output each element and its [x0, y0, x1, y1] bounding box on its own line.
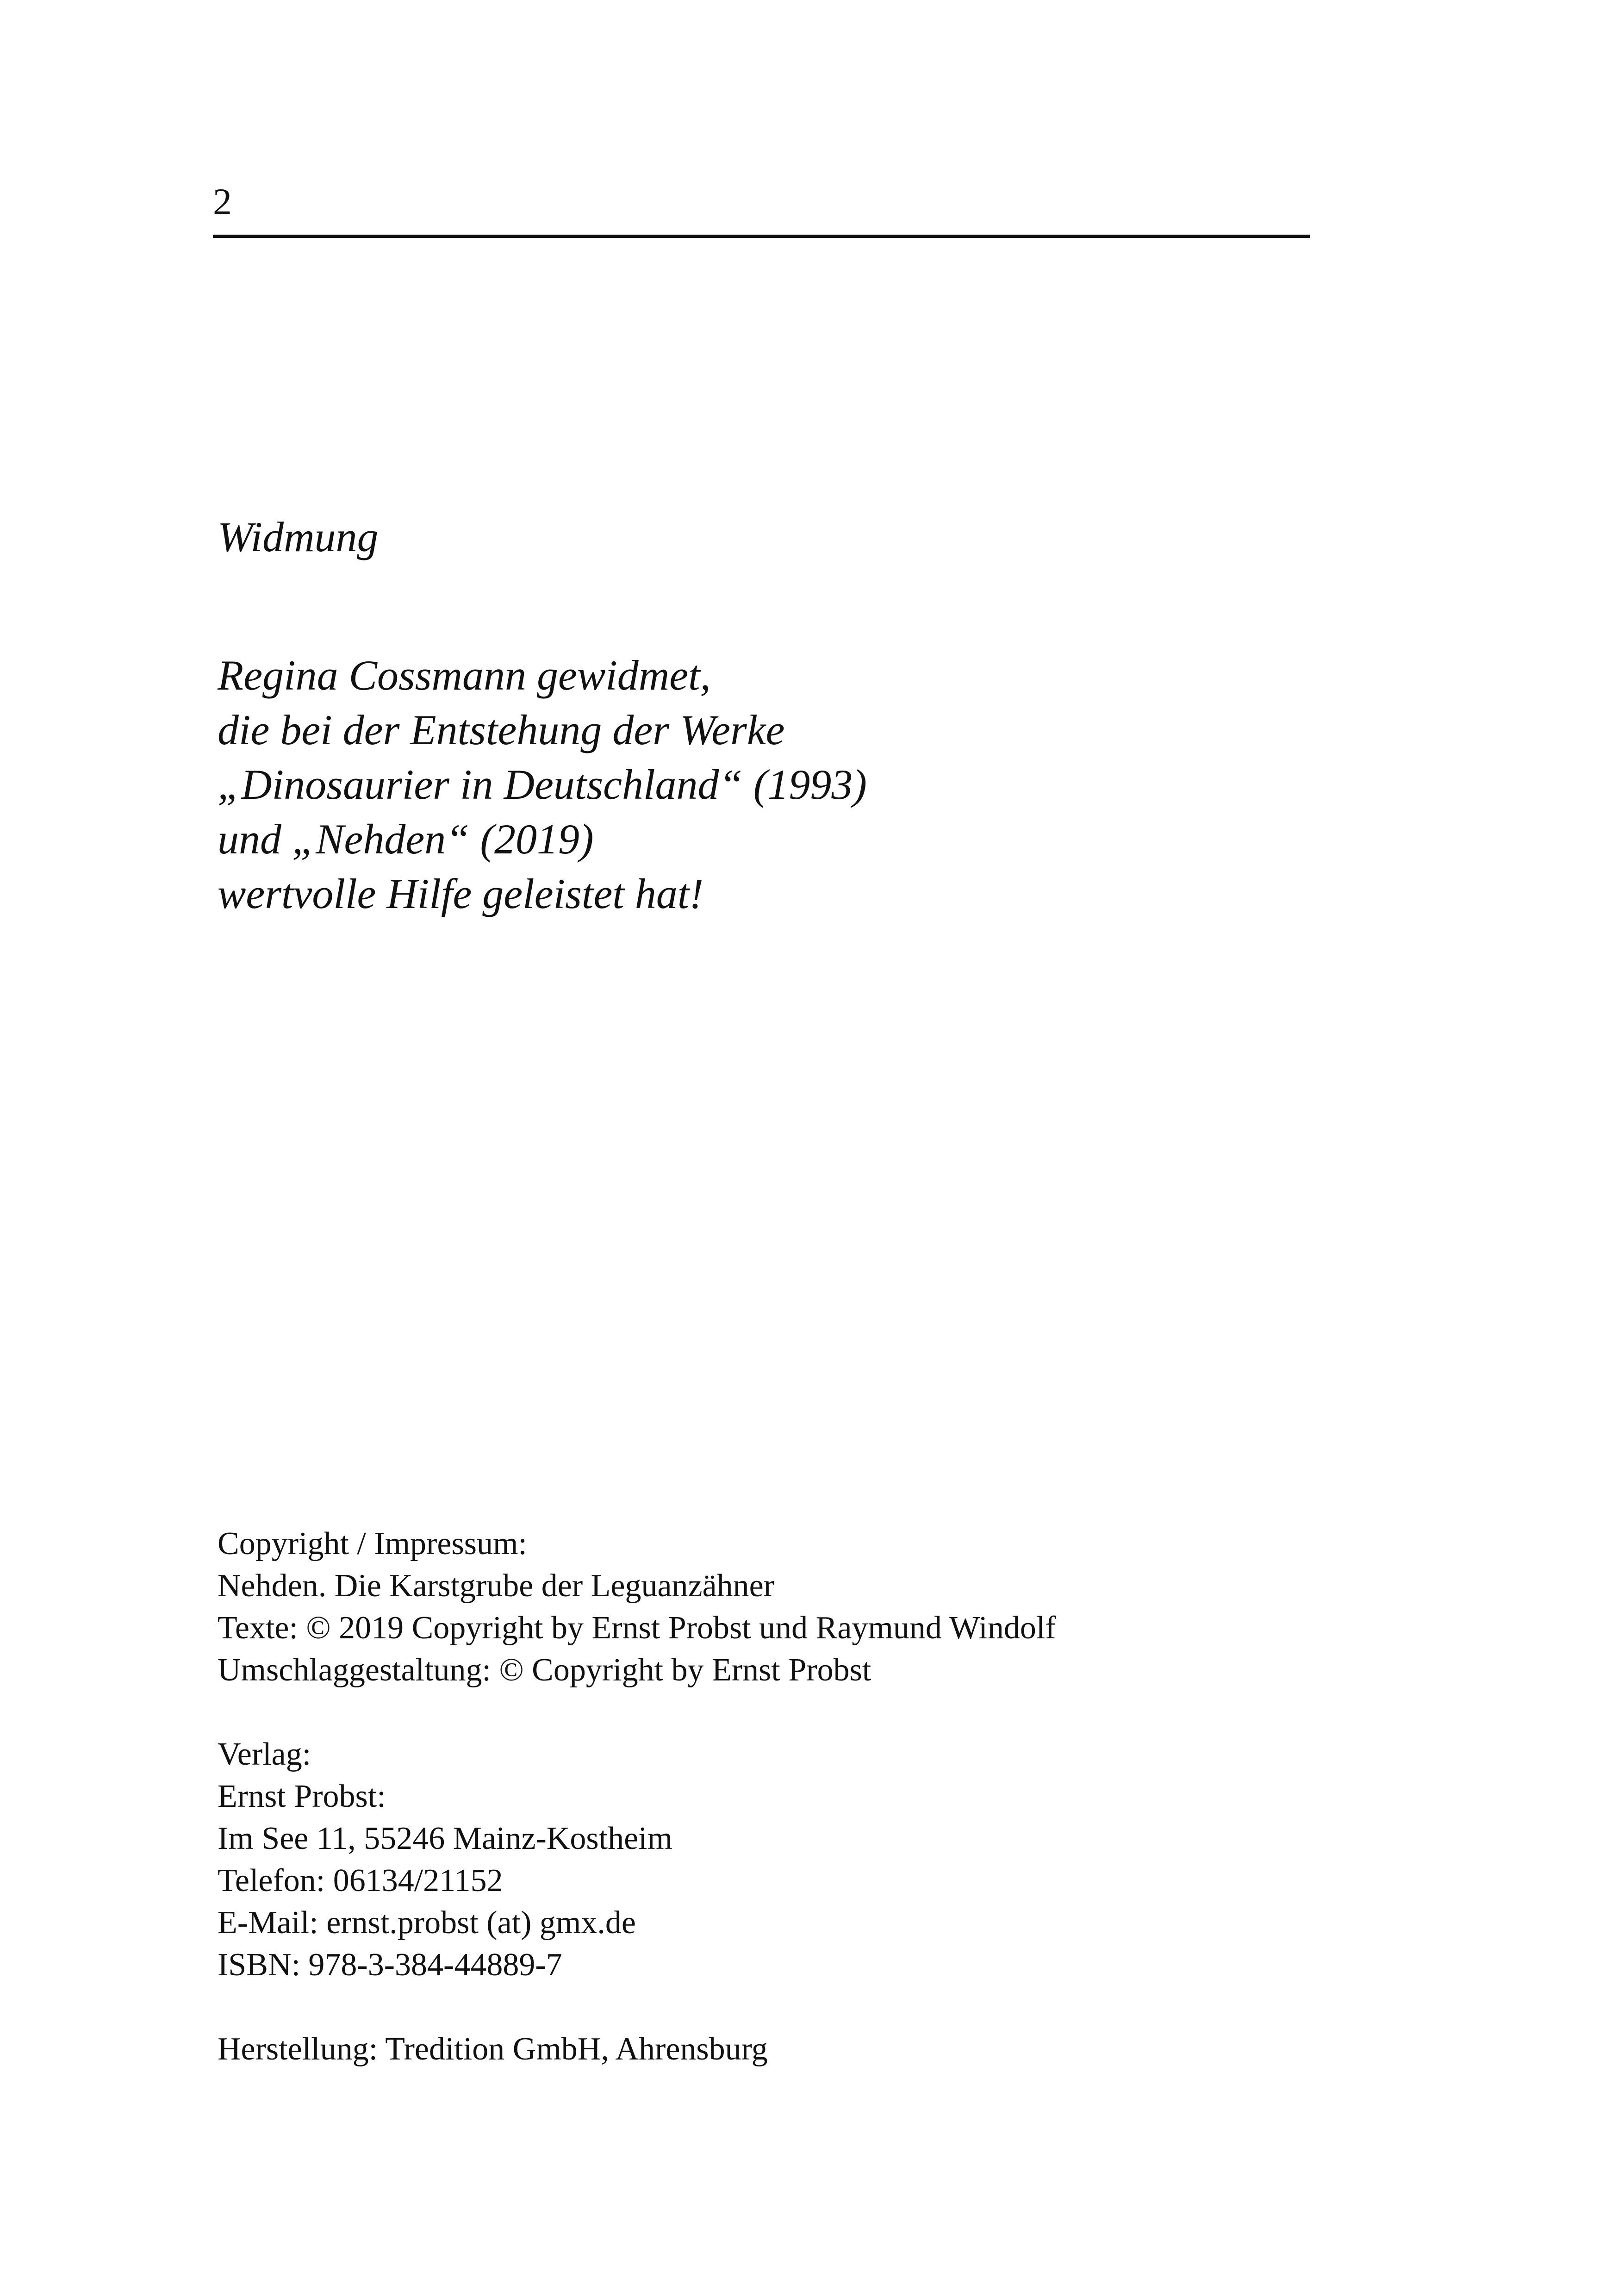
publisher-line: Telefon: 06134/21152 [218, 1863, 503, 1898]
copyright-line: Texte: © 2019 Copyright by Ernst Probst und Raymund Windolf [218, 1610, 1056, 1646]
dedication-heading: Widmung [218, 513, 379, 560]
dedication-line: „Dinosaurier in Deutschland“ (1993) [218, 761, 867, 809]
dedication-line: die bei der Entstehung der Werke [218, 706, 785, 754]
copyright-line: Nehden. Die Karstgrube der Leguanzähner [218, 1568, 775, 1604]
production-line: Herstellung: Tredition GmbH, Ahrensburg [218, 2031, 768, 2067]
publisher-line: Im See 11, 55246 Mainz-Kostheim [218, 1821, 673, 1856]
imprint-section [218, 1523, 1056, 2070]
copyright-line: Umschlaggestaltung: © Copyright by Ernst Probst [218, 1652, 871, 1688]
publisher-block [218, 1733, 1056, 1986]
publisher-line: Ernst Probst: [218, 1779, 386, 1814]
copyright-block [218, 1523, 1056, 1691]
dedication-line: und „Nehden“ (2019) [218, 815, 594, 863]
page-number: 2 [213, 180, 232, 223]
publisher-line: Verlag: [218, 1736, 311, 1772]
header-rule [213, 235, 1310, 238]
publisher-line: ISBN: 978-3-384-44889-7 [218, 1947, 562, 1983]
dedication-line: wertvolle Hilfe geleistet hat! [218, 870, 704, 918]
dedication-section [218, 511, 867, 921]
production-block [218, 2028, 1056, 2070]
copyright-line: Copyright / Impressum: [218, 1526, 527, 1562]
publisher-line: E-Mail: ernst.probst (at) gmx.de [218, 1905, 636, 1941]
dedication-line: Regina Cossmann gewidmet, [218, 652, 711, 699]
